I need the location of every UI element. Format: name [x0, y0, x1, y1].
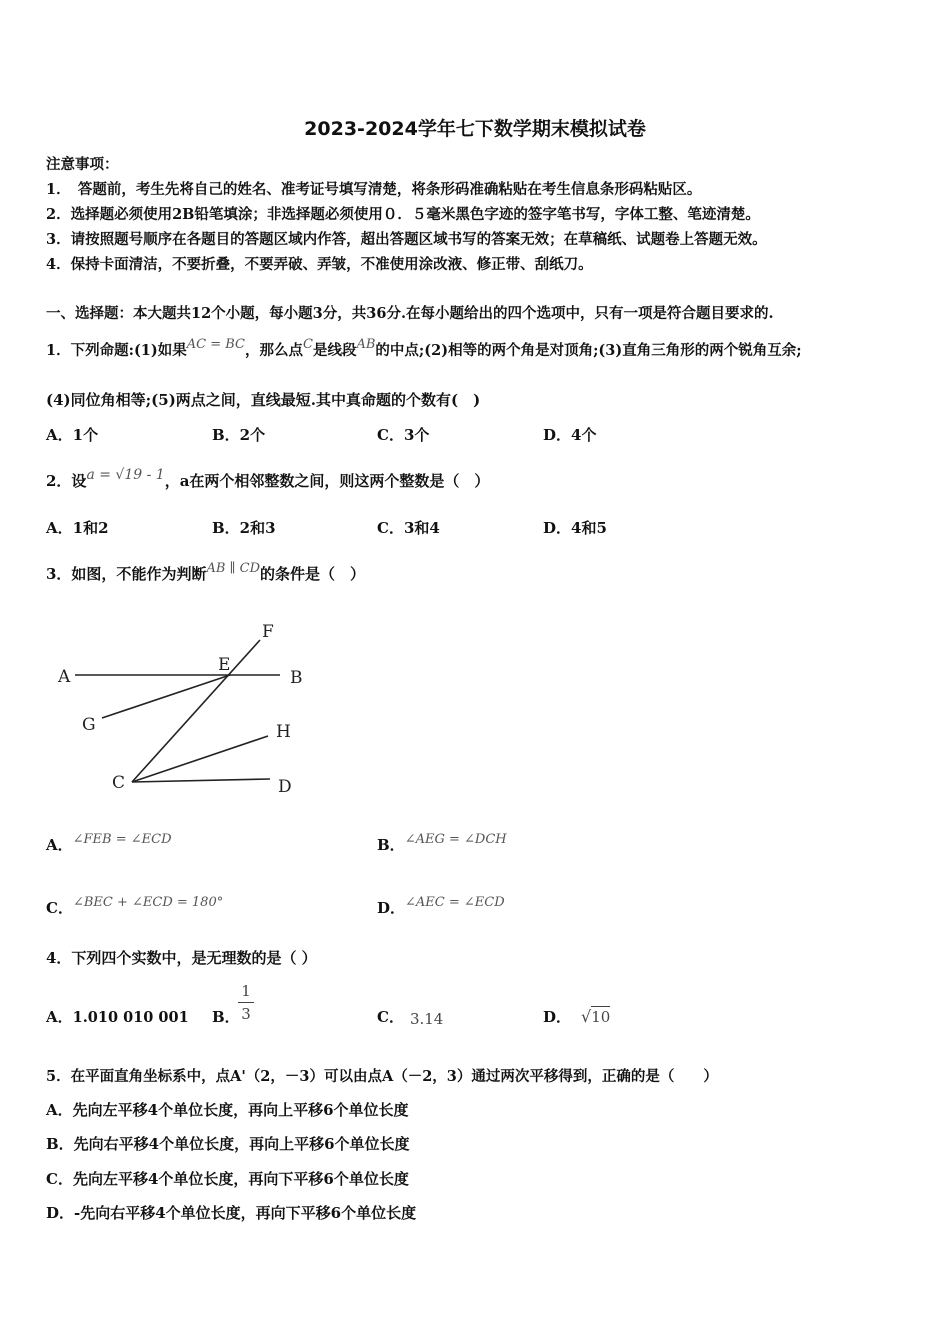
notice-item: 4．保持卡面清洁，不要折叠，不要弄破、弄皱，不准使用涂改液、修正带、刮纸刀。 [46, 256, 593, 273]
label-a: A [58, 667, 71, 687]
q1-math: AC = BC [186, 337, 245, 352]
q4-option-letter: A． [46, 1008, 73, 1026]
q3-option-math: ∠BEC + ∠ECD = 180° [72, 895, 224, 910]
q5-option-a: A．先向左平移4个单位长度，再向上平移6个单位长度 [46, 1101, 409, 1119]
fraction-numerator: 1 [241, 982, 251, 1000]
label-b: B [290, 668, 303, 688]
sqrt-radical: √ [581, 1007, 592, 1026]
label-f: F [262, 622, 274, 642]
label-d: D [278, 777, 292, 797]
notice-item: 2．选择题必须使用2B铅笔填涂；非选择题必须使用０．５毫米黑色字迹的签字笔书写，字体工整、笔迹清楚。 [46, 206, 760, 223]
fraction-denominator: 3 [241, 1005, 251, 1023]
q3-option-a [46, 834, 172, 855]
q1-text: 是线段 [312, 342, 357, 359]
q3-option-d [377, 897, 505, 918]
q3-option-c [46, 897, 223, 918]
label-h: H [276, 722, 291, 742]
q5-option-b: B．先向右平移4个单位长度，再向上平移6个单位长度 [46, 1135, 410, 1153]
q2-option-b: B．2和3 [212, 519, 276, 537]
page-title: 2023-2024学年七下数学期末模拟试卷 [304, 118, 646, 140]
q3-text: 的条件是（ ） [260, 565, 366, 583]
q3-option-letter: A． [46, 836, 73, 854]
q3-option-b [377, 834, 507, 855]
label-e: E [218, 655, 231, 675]
q4-option-value: 10 [591, 1008, 611, 1026]
q4-option-d [543, 1006, 610, 1027]
question-1 [46, 339, 802, 360]
section-heading: 一、选择题：本大题共12个小题，每小题3分，共36分.在每小题给出的四个选项中，只有一项是符合题目要求的. [46, 305, 774, 322]
q2-option-d: D．4和5 [543, 519, 607, 537]
q3-figure [40, 610, 320, 800]
q2-option-a: A．1和2 [46, 519, 109, 537]
q4-option-b-letter: B． [212, 1008, 240, 1026]
q4-option-b-fraction [238, 982, 254, 1023]
q1-text: ，那么点 [245, 342, 303, 359]
q1-option-d: D．4个 [543, 426, 597, 444]
q5-option-d: D．-先向右平移4个单位长度，再向下平移6个单位长度 [46, 1204, 417, 1222]
q4-option-value: 3.14 [409, 1010, 444, 1028]
q5-option-c: C．先向左平移4个单位长度，再向下平移6个单位长度 [46, 1170, 409, 1188]
notice-item: 3．请按照题号顺序在各题目的答题区域内作答，超出答题区域书写的答案无效；在草稿纸、试题卷上答题无效。 [46, 231, 767, 248]
fraction-bar [238, 1002, 254, 1003]
q2-math: a = √19 - 1 [86, 467, 165, 483]
label-c: C [112, 773, 126, 793]
q3-option-math: ∠AEC = ∠ECD [405, 895, 505, 910]
line-eg [102, 675, 230, 718]
question-3 [46, 563, 365, 584]
q3-option-math: ∠FEB = ∠ECD [72, 832, 172, 847]
notice-heading: 注意事项： [46, 156, 119, 173]
q4-option-value: 1.010 010 001 [72, 1009, 189, 1026]
notice-item: 1． 答题前，考生先将自己的姓名、准考证号填写清楚，将条形码准确粘贴在考生信息条形码粘贴区。 [46, 181, 702, 198]
q4-option-c [377, 1006, 443, 1027]
q1-option-c: C．3个 [377, 426, 430, 444]
q2-text: ，a在两个相邻整数之间，则这两个整数是（ ） [164, 472, 490, 490]
q3-math: AB ∥ CD [206, 561, 261, 576]
q1-math: C [303, 337, 313, 352]
q1-line2: (4)同位角相等;(5)两点之间，直线最短.其中真命题的个数有( ) [46, 391, 481, 409]
q1-option-b: B．2个 [212, 426, 266, 444]
q2-text: 2．设 [46, 472, 87, 490]
q3-option-letter: B． [377, 836, 405, 854]
q3-option-letter: D． [377, 899, 406, 917]
q3-text: 3．如图，不能作为判断 [46, 565, 207, 583]
q2-option-c: C．3和4 [377, 519, 440, 537]
q4-option-letter: D． [543, 1008, 572, 1026]
q3-option-letter: C． [46, 899, 73, 917]
label-g: G [82, 715, 96, 735]
question-5: 5．在平面直角坐标系中，点A'（2，－3）可以由点A（－2，3）通过两次平移得到，正确的是（ ） [46, 1068, 718, 1085]
q1-option-a: A．1个 [46, 426, 99, 444]
line-cd [132, 779, 270, 782]
q3-option-math: ∠AEG = ∠DCH [404, 832, 507, 847]
q4-option-letter: C． [377, 1008, 404, 1026]
q1-math: AB [356, 337, 376, 352]
q1-text: 的中点;(2)相等的两个角是对顶角;(3)直角三角形的两个锐角互余; [375, 342, 802, 359]
question-2 [46, 467, 490, 491]
q4-option-a [46, 1006, 189, 1027]
q1-text: 1．下列命题:(1)如果 [46, 342, 187, 359]
question-4: 4．下列四个实数中，是无理数的是（ ） [46, 949, 317, 967]
